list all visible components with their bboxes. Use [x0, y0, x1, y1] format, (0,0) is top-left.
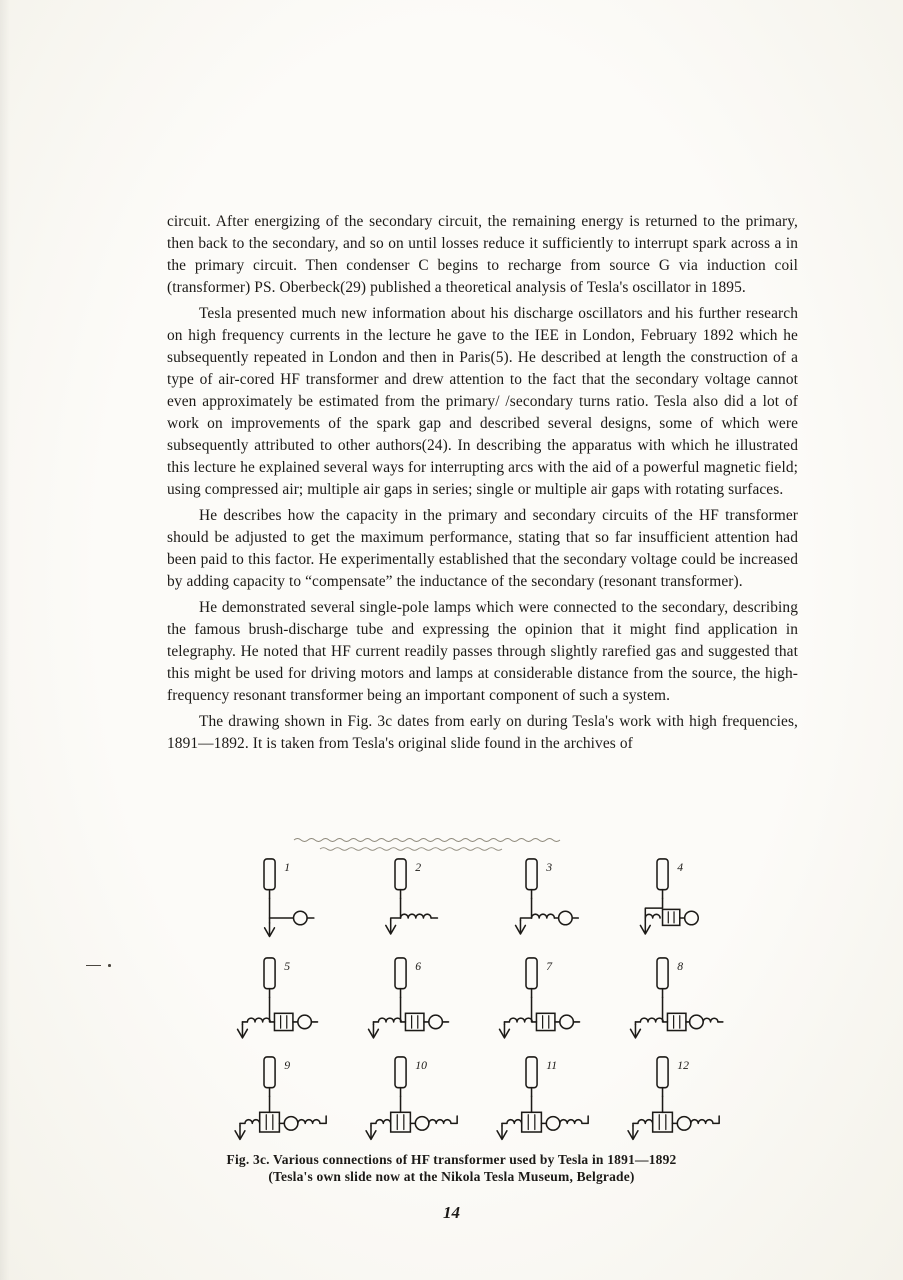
circuit-diagram-drawing: [226, 953, 350, 1049]
circuit-diagram-1: [226, 854, 350, 950]
circuit-diagram-drawing: [488, 953, 612, 1049]
figure-3c: [148, 832, 780, 1154]
article-text: [167, 211, 798, 759]
circuit-diagram-8: [619, 953, 743, 1049]
circuit-diagram-drawing: [357, 854, 481, 950]
diagram-number: 2: [415, 861, 422, 875]
scan-artifact-dot: [108, 964, 111, 967]
diagram-grid: [226, 854, 750, 1151]
circuit-diagram-drawing: [226, 854, 350, 950]
circuit-diagram-drawing: [619, 1052, 743, 1148]
body-paragraph: He describes how the capacity in the primary and secondary circuits of the HF transformer should be adjusted to get the maximum performance, stating that so far insufficient attention had been paid to this factor. He experimentally established that the secondary voltage could be increased by adding capacity to “compensate” the inductance of the secondary (resonant transformer).: [167, 507, 798, 590]
figure-caption-line1: Fig. 3c. Various connections of HF transformer used by Tesla in 1891—1892: [226, 1152, 677, 1167]
circuit-diagram-9: [226, 1052, 350, 1148]
body-paragraph: Tesla presented much new information about his discharge oscillators and his further research on high frequency currents in the lecture he gave to the IEE in London, February 1892 which he subsequently repeated in London and then in Paris(5). He described at length the construction of a type of air-cored HF transformer and drew attention to the fact that the secondary voltage cannot even approximately be estimated from the primary/ /secondary turns ratio. Tesla also did a lot of work on improvements of the spark gap and described several designs, some of which were subsequently attributed to other authors(24). In describing the apparatus with which he illustrated this lecture he explained several ways for interrupting arcs with the aid of a powerful magnetic field; using compressed air; multiple air gaps in series; single or multiple air gaps with rotating surfaces.: [167, 305, 798, 498]
circuit-diagram-3: [488, 854, 612, 950]
circuit-diagram-drawing: [619, 854, 743, 950]
scan-artifact-dash: [86, 965, 101, 966]
diagram-number: 3: [546, 861, 553, 875]
circuit-diagram-drawing: [357, 1052, 481, 1148]
diagram-number: 6: [415, 960, 422, 974]
diagram-number: 11: [546, 1059, 558, 1073]
circuit-diagram-11: [488, 1052, 612, 1148]
figure-caption-line2: (Tesla's own slide now at the Nikola Tesla Museum, Belgrade): [268, 1169, 635, 1184]
scan-artifact: [86, 956, 116, 964]
circuit-diagram-5: [226, 953, 350, 1049]
diagram-number: 8: [677, 960, 684, 974]
body-paragraph: circuit. After energizing of the secondary circuit, the remaining energy is returned to the primary, then back to the secondary, and so on until losses reduce it sufficiently to interrupt spark across a in the primary circuit. Then condenser C begins to recharge from source G via induction coil (transformer) PS. Oberbeck(29) published a theoretical analysis of Tesla's oscillator in 1895.: [167, 213, 798, 296]
diagram-number: 4: [677, 861, 684, 875]
circuit-diagram-2: [357, 854, 481, 950]
circuit-diagram-6: [357, 953, 481, 1049]
diagram-number: 5: [284, 960, 291, 974]
handwritten-annotation: [290, 834, 590, 856]
diagram-number: 12: [677, 1059, 689, 1073]
figure-caption: [0, 1151, 903, 1185]
page-number: 14: [443, 1203, 460, 1222]
circuit-diagram-drawing: [357, 953, 481, 1049]
diagram-number: 9: [284, 1059, 291, 1073]
diagram-number: 1: [284, 861, 291, 875]
body-paragraph: He demonstrated several single-pole lamps which were connected to the secondary, describing the famous brush-discharge tube and expressing the opinion that it might find application in telegraphy. He noted that HF current readily passes through slightly rarefied gas and suggested that this might be used for driving motors and lamps at considerable distance from the source, the high-frequency resonant transformer being an important component of such a system.: [167, 599, 798, 704]
circuit-diagram-12: [619, 1052, 743, 1148]
circuit-diagram-drawing: [488, 1052, 612, 1148]
circuit-diagram-drawing: [488, 854, 612, 950]
diagram-number: 10: [415, 1059, 427, 1073]
circuit-diagram-drawing: [619, 953, 743, 1049]
diagram-number: 7: [546, 960, 553, 974]
circuit-diagram-4: [619, 854, 743, 950]
circuit-diagram-10: [357, 1052, 481, 1148]
circuit-diagram-7: [488, 953, 612, 1049]
body-paragraph: The drawing shown in Fig. 3c dates from early on during Tesla's work with high frequencies, 1891—1892. It is taken from Tesla's original slide found in the archives of: [167, 713, 798, 752]
circuit-diagram-drawing: [226, 1052, 350, 1148]
